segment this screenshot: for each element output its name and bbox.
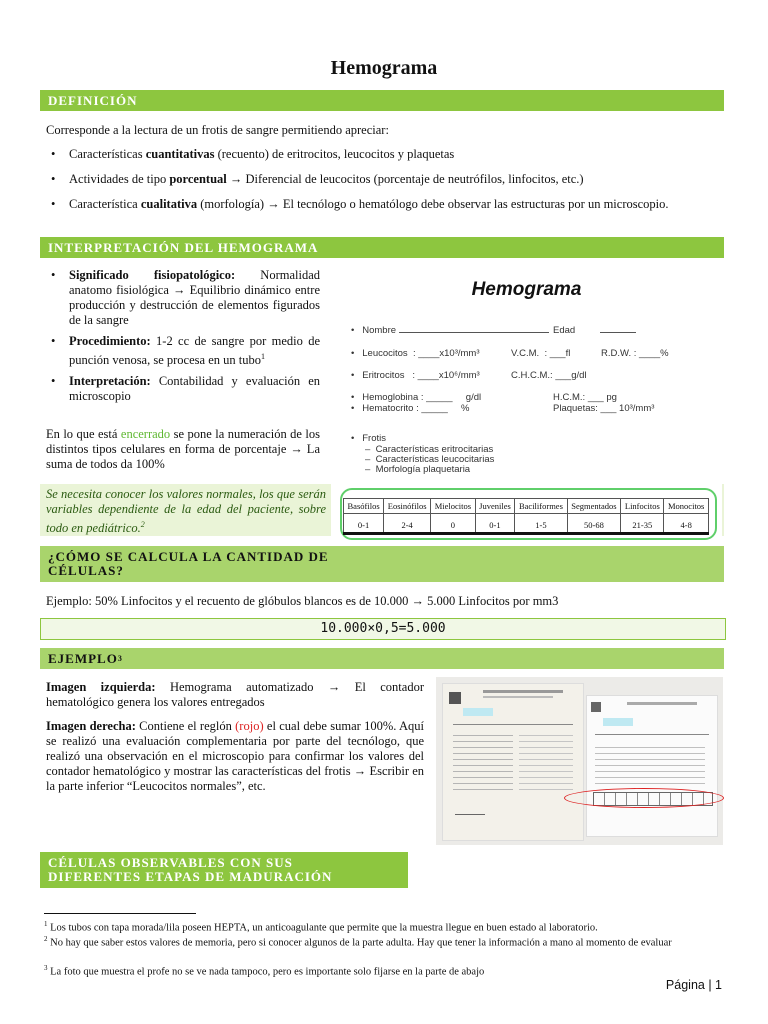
form-frotis-item: – Morfología plaquetaria (365, 464, 471, 475)
list-item: • Actividades de tipo porcentual → Diferencial de leucocitos (porcentaje de neutrófilos, linfocitos, etc.) (46, 172, 722, 187)
list-item: • Interpretación: Contabilidad y evaluación en microscopio (46, 374, 320, 404)
highlight-rojo: (rojo) (235, 719, 264, 733)
table-header-row (344, 499, 709, 514)
form-row-chcm: C.H.C.M.: ___g/dl (511, 370, 587, 381)
table-cell: 2-4 (384, 514, 431, 534)
form-row-hemoglobina: • Hemoglobina : _____ g/dl (351, 392, 482, 403)
form-row-leucocitos: • Leucocitos : ____x10³/mm³ (351, 348, 480, 359)
section-header-definicion: DEFINICIÓN (40, 90, 724, 111)
form-row-vcm: V.C.M. : ___fl (511, 348, 571, 359)
footnote-1: $^1$ Los tubos con tapa morada/lila poseen HEPTA, un anticoagulante que permite que la muestra llegue en buen estado al laboratorio. (44, 920, 598, 934)
section-header-calculo-text: ¿CÓMO SE CALCULA LA CANTIDAD DE CÉLULAS? (48, 549, 329, 578)
differential-table (343, 498, 709, 535)
form-row-frotis: • Frotis (351, 433, 386, 444)
left-report-photo (442, 683, 584, 841)
table-header: Segmentados (567, 499, 621, 514)
page-title: Hemograma (330, 57, 438, 79)
form-frotis-item: – Características leucocitarias (365, 454, 495, 465)
highlight-encerrado: encerrado (120, 427, 171, 441)
note-box: Se necesita conocer los valores normales, los que serán variables dependiente de la edad del paciente, sobre todo en pediátrico.$^2$ (40, 484, 724, 536)
table-cell: 1-5 (515, 514, 567, 534)
table-cell: 4-8 (664, 514, 709, 534)
section-header-calculo (40, 546, 724, 582)
calculo-ejemplo: Ejemplo: 50% Linfocitos y el recuento de glóbulos blancos es de 10.000 → 5.000 Linfocitos por mm3 (46, 594, 559, 608)
table-cell: 21-35 (621, 514, 664, 534)
form-row-nombre: • Nombre (351, 325, 549, 336)
footnote-rule (44, 913, 196, 914)
form-row-hematocrito: • Hematocrito : _____ % (351, 403, 470, 414)
section-header-celulas-text: CÉLULAS OBSERVABLES CON SUS DIFERENTES ETAPAS DE MADURACIÓN (48, 855, 333, 884)
list-item: • Significado fisiopatológico: Normalidad anatomo fisiológica → Equilibrio dinámico entre producción y destrucción de elementos figurados de la sangre (46, 268, 320, 328)
form-row-eritrocitos: • Eritrocitos : ____x10⁶/mm³ (351, 370, 480, 381)
form-row-edad: Edad (553, 325, 636, 336)
ejemplo-izquierda: Imagen izquierda: Hemograma automatizado → El contador hematológico genera los valores entregados (46, 680, 424, 709)
form-row-plaquetas: Plaquetas: ___ 10³/mm³ (553, 403, 655, 414)
lab-report-photos (436, 677, 723, 845)
table-header: Monocitos (664, 499, 709, 514)
section-header-ejemplo: EJEMPLO 3 (40, 648, 724, 669)
form-row-rdw: R.D.W. : ____% (601, 348, 669, 359)
form-row-hcm: H.C.M.: ___ pg (553, 392, 617, 403)
list-item: • Características cuantitativas (recuento) de eritrocitos, leucocitos y plaquetas (46, 147, 722, 162)
section-header-celulas (40, 852, 408, 888)
table-header: Linfocitos (621, 499, 664, 514)
footnote-3: $^3$ La foto que muestra el profe no se ve nada tampoco, pero es importante solo fijarse en la parte de abajo (44, 964, 485, 978)
interpretacion-list (46, 268, 320, 404)
footnote-2: $^2$ No hay que saber estos valores de memoria, pero si conocer algunos de la parte adulta. Hay que tener la información a mano al momento de evaluar (44, 935, 672, 949)
red-ellipse-annotation (564, 788, 724, 808)
table-cell: 0-1 (475, 514, 515, 534)
form-title: Hemograma (471, 279, 582, 300)
table-header: Basófilos (344, 499, 384, 514)
formula-box: 10.000×0,5=5.000 (40, 618, 726, 640)
definicion-intro: Corresponde a la lectura de un frotis de sangre permitiendo apreciar: (46, 123, 389, 137)
table-cell: 0 (431, 514, 476, 534)
page-number: Página | 1 (665, 978, 722, 992)
list-item: • Característica cualitativa (morfología) → El tecnólogo o hematólogo debe observar las estructuras por un microscopio. (46, 197, 722, 212)
table-header: Eosinófilos (384, 499, 431, 514)
table-header: Juveniles (475, 499, 515, 514)
hemograma-form-image (331, 265, 722, 545)
table-header: Baciliformes (515, 499, 567, 514)
list-item: • Procedimiento: 1-2 cc de sangre por medio de punción venosa, se procesa en un tubo$^1$ (46, 334, 320, 368)
definicion-list (46, 147, 722, 212)
table-cell: 50-68 (567, 514, 621, 534)
ejemplo-derecha: Imagen derecha: Contiene el reglón (rojo) el cual debe sumar 100%. Aquí se realizó una evaluación complementaria por parte del tecnólogo, que realizó una observación en el microscopio para confirmar los valores del contador hematológico y mostrar las características del frotis → Escribir en la parte inferior “Leucocitos normales”, etc. (46, 719, 424, 793)
interpretacion-paragraph: En lo que está encerrado se pone la numeración de los distintos tipos celulares en forma de porcentaje → La suma de todos da 100% (46, 427, 320, 471)
form-frotis-item: – Características eritrocitarias (365, 444, 494, 455)
table-row (344, 514, 709, 534)
right-report-photo (586, 695, 718, 837)
section-header-interpretacion: INTERPRETACIÓN DEL HEMOGRAMA (40, 237, 724, 258)
table-header: Mielocitos (431, 499, 476, 514)
table-cell: 0-1 (344, 514, 384, 534)
